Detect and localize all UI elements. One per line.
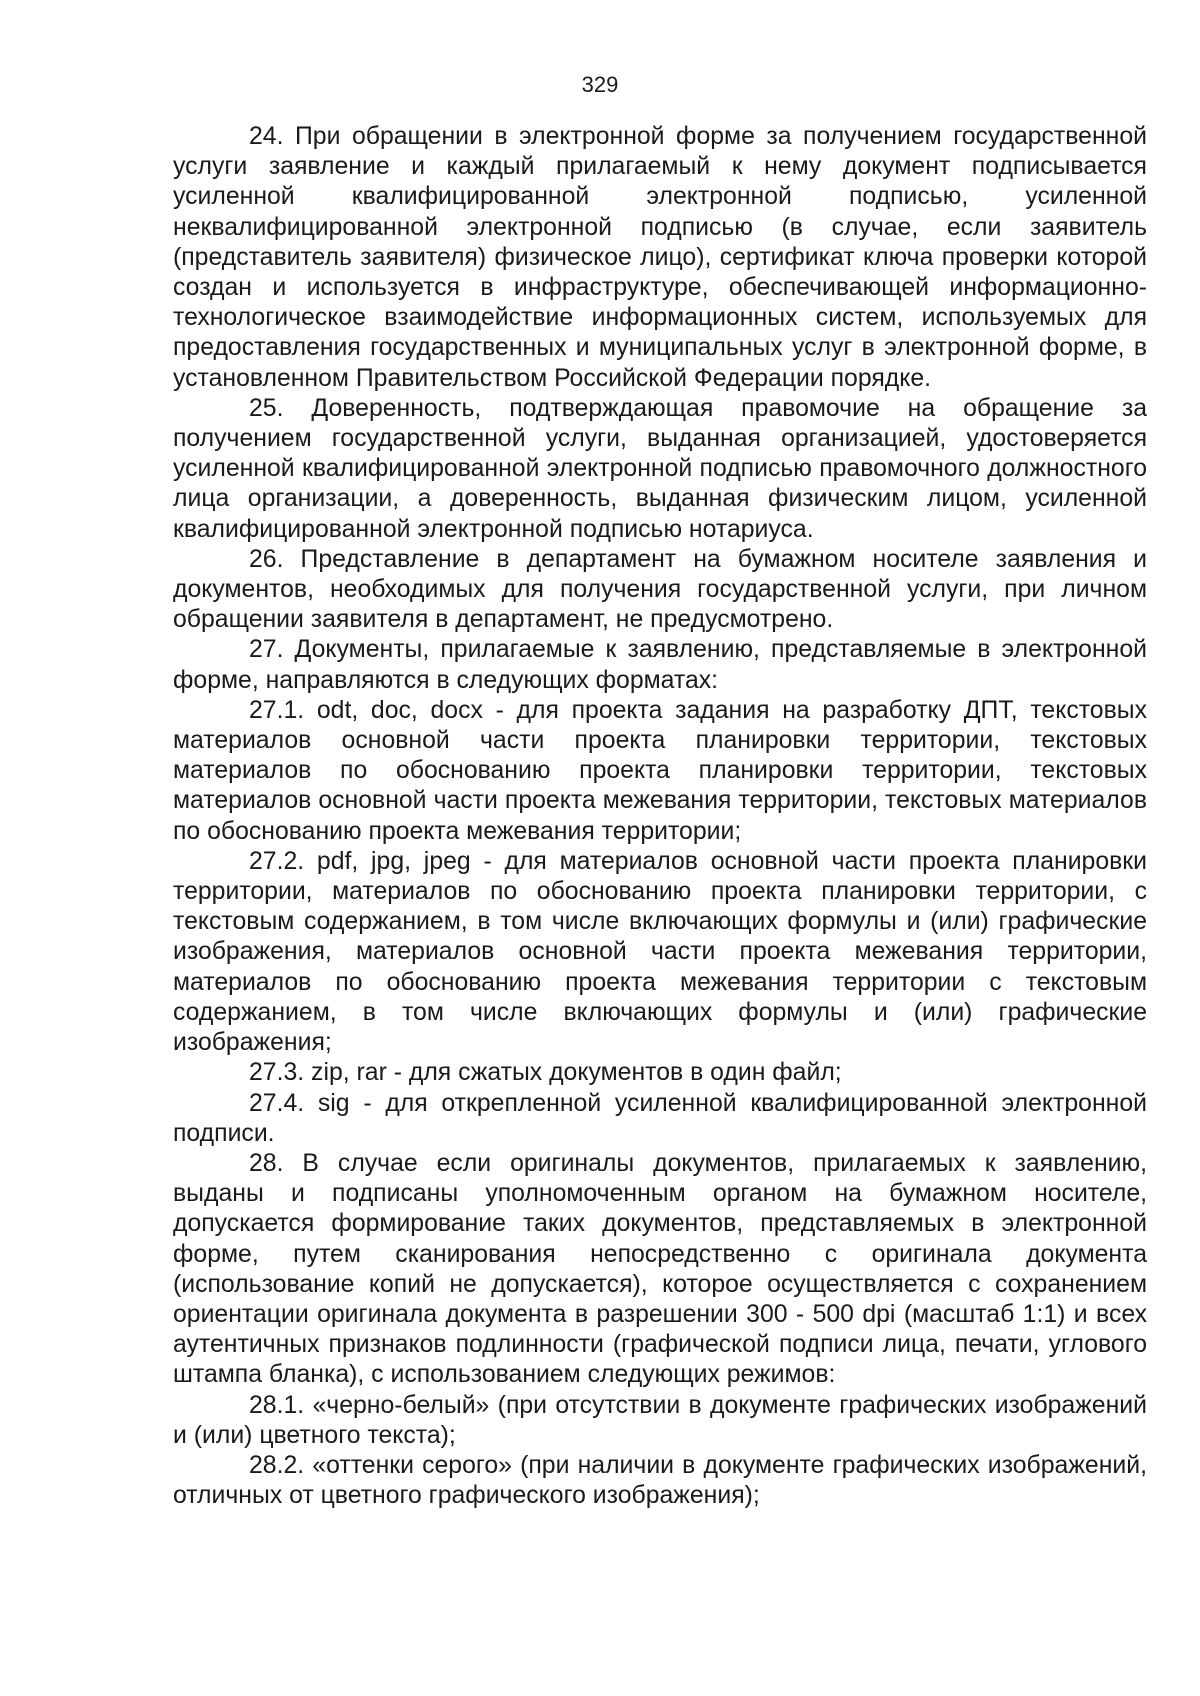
paragraph-28-2: 28.2. «оттенки серого» (при наличии в документе графических изображений, отличных от цветного графического изображения); <box>173 1451 1147 1510</box>
paragraph-27-4: 27.4. sig - для открепленной усиленной квалифицированной электронной подписи. <box>173 1089 1147 1147</box>
paragraph-28: 28. В случае если оригиналы документов, прилагаемых к заявлению, выданы и подписаны уполномоченным органом на бумажном носителе, допускается формирование таких документов, представляемых в электронной форме, путем сканирования непосредственно с оригинала документа (использование копий не допускается), которое осуществляется с сохранением ориентации оригинала документа в разрешении 300 - 500 dpi (масштаб 1:1) и всех аутентичных признаков подлинности (графической подписи лица, печати, углового штампа бланка), с использованием следующих режимов: <box>173 1149 1147 1389</box>
paragraph-24: 24. При обращении в электронной форме за получением государственной услуги заявление и каждый прилагаемый к нему документ подписывается усиленной квалифицированной электронной подписью, усиленной неквалифицированной электронной подписью (в случае, если заявитель (представитель заявителя) физическое лицо), сертификат ключа проверки которой создан и используется в инфраструктуре, обеспечивающей информационно-технологическое взаимодействие информационных систем, используемых для предоставления государственных и муниципальных услуг в электронной форме, в установленном Правительством Российской Федерации порядке. <box>173 123 1147 392</box>
paragraph-27-3: 27.3. zip, rar - для сжатых документов в один файл; <box>249 1059 842 1087</box>
paragraph-27-2: 27.2. pdf, jpg, jpeg - для материалов основной части проекта планировки территории, материалов по обоснованию проекта планировки территории, с текстовым содержанием, в том числе включающих формулы и (или) графические изображения, материалов основной части проекта межевания территории, материалов по обоснованию проекта межевания территории с текстовым содержанием, в том числе включающих формулы и (или) графические изображения; <box>173 847 1147 1057</box>
paragraph-28-1: 28.1. «черно-белый» (при отсутствии в документе графических изображений и (или) цветного текста); <box>173 1391 1147 1449</box>
paragraph-26: 26. Представление в департамент на бумажном носителе заявления и документов, необходимых для получения государственной услуги, при личном обращении заявителя в департамент, не предусмотрено. <box>173 545 1147 634</box>
document-body <box>173 122 1147 1511</box>
page-number: 329 <box>581 72 619 97</box>
paragraph-27-1: 27.1. odt, doc, docx - для проекта задания на разработку ДПТ, текстовых материалов основной части проекта планировки территории, текстовых материалов по обоснованию проекта планировки территории, текстовых материалов основной части проекта межевания территории, текстовых материалов по обоснованию проекта межевания территории; <box>173 696 1147 845</box>
paragraph-27: 27. Документы, прилагаемые к заявлению, представляемые в электронной форме, направляются в следующих форматах: <box>173 636 1147 694</box>
paragraph-25: 25. Доверенность, подтверждающая правомочие на обращение за получением государственной услуги, выданная организацией, удостоверяется усиленной квалифицированной электронной подписью правомочного должностного лица организации, а доверенность, выданная физическим лицом, усиленной квалифицированной электронной подписью нотариуса. <box>173 394 1147 543</box>
